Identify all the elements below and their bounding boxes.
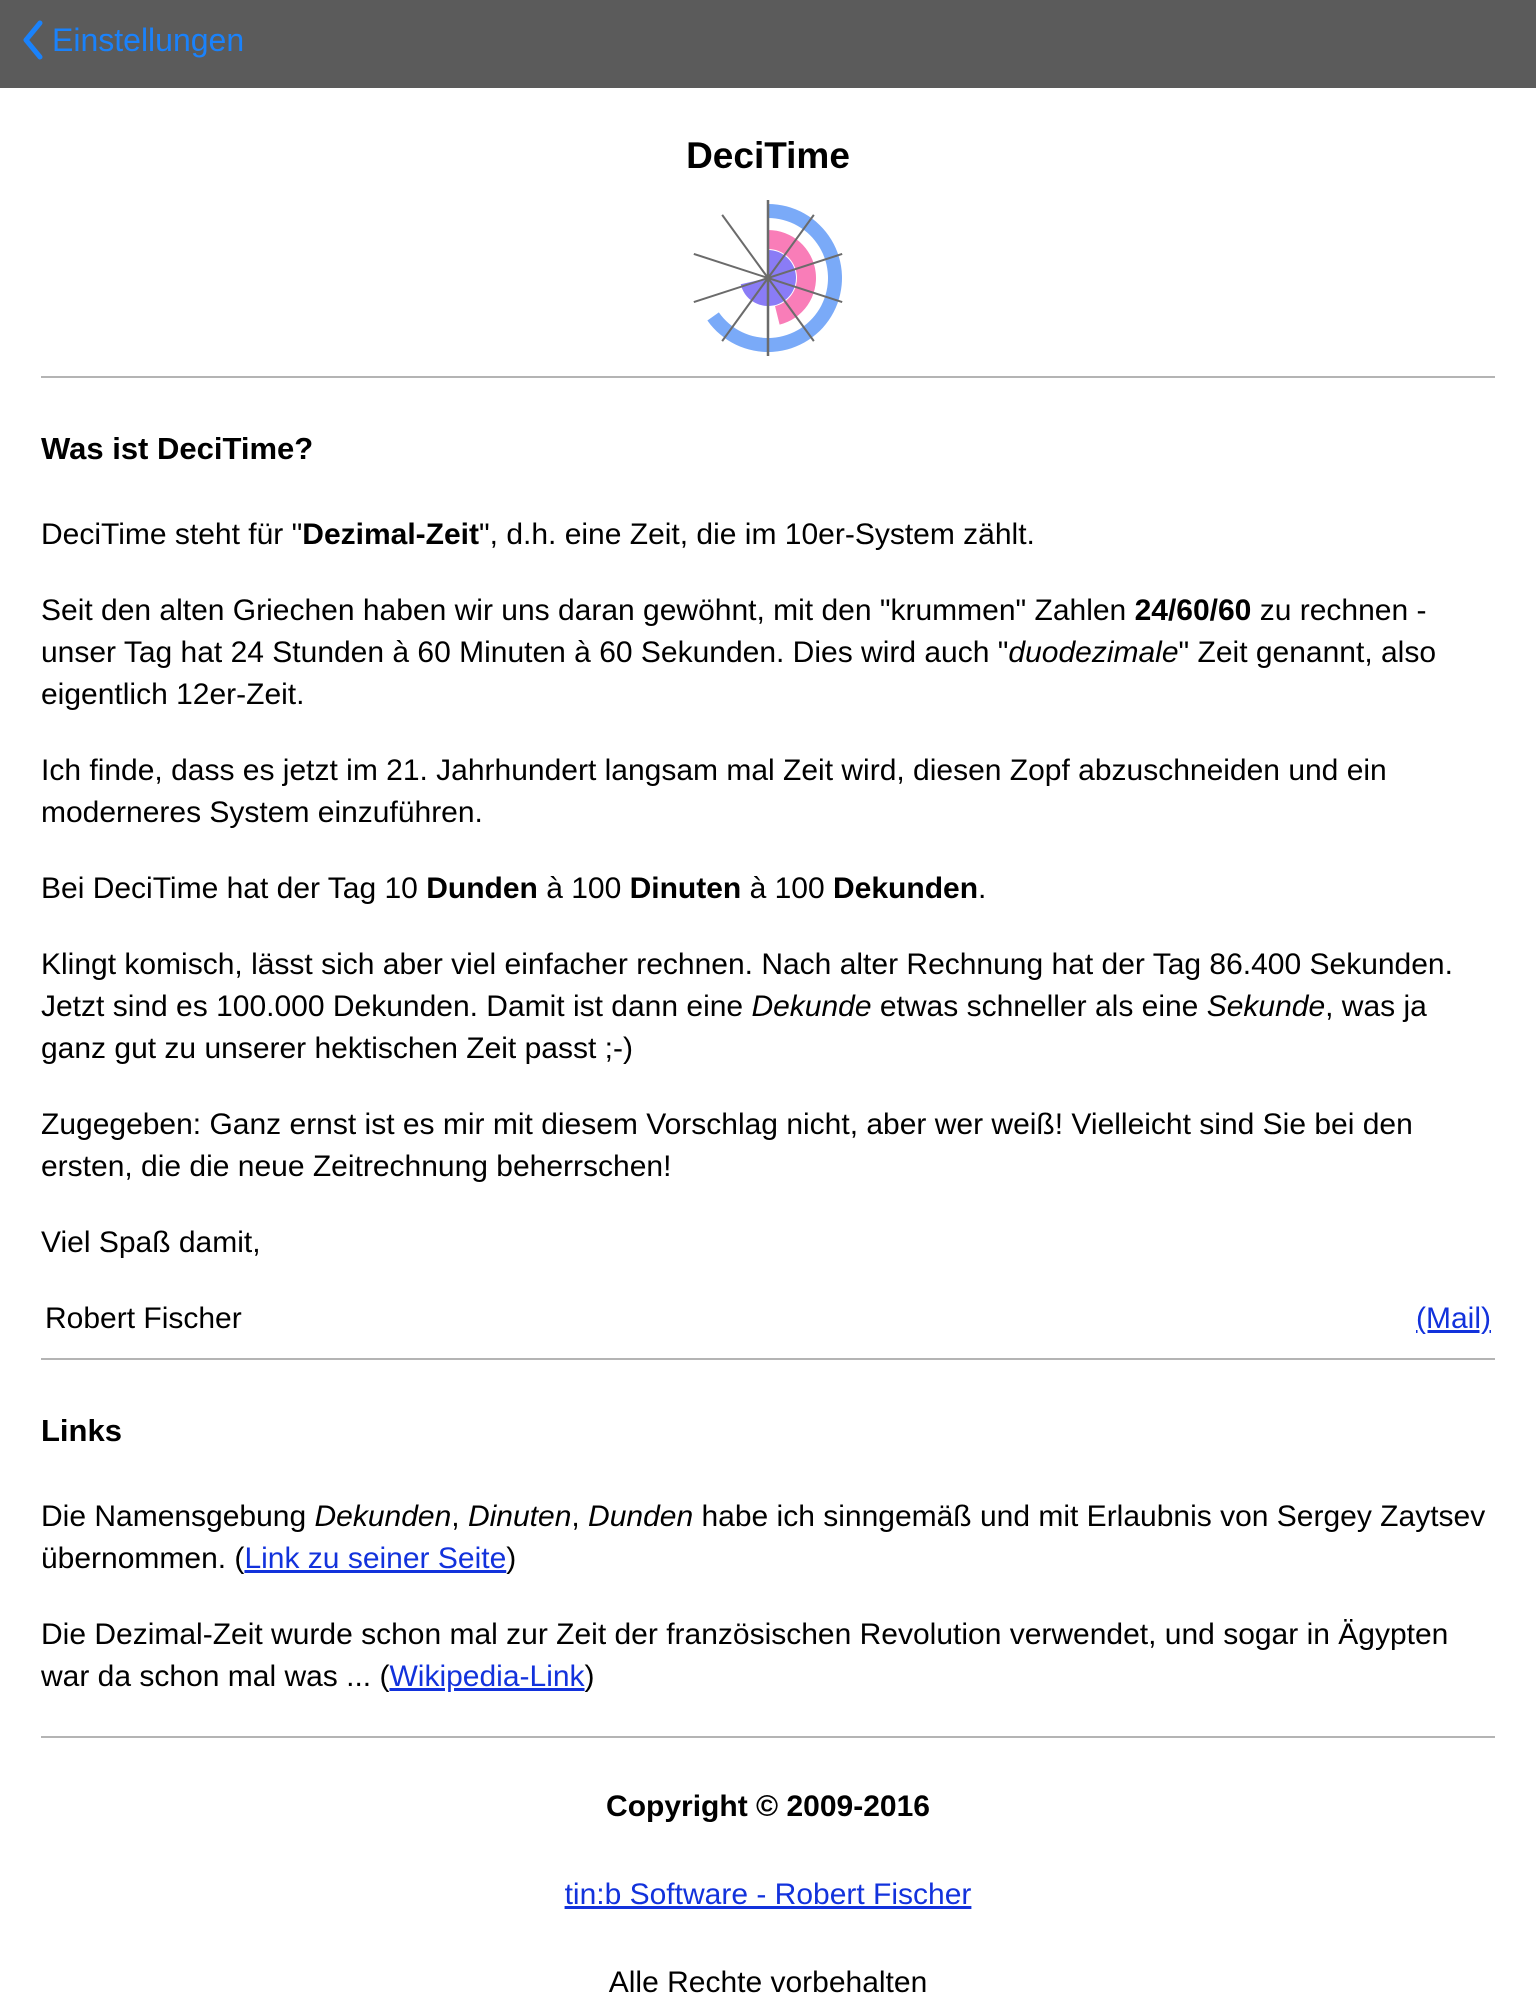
- signature-row: [45, 1298, 1491, 1340]
- decitime-logo: [688, 198, 848, 358]
- copyright: Copyright © 2009-2016: [606, 1790, 930, 1823]
- content: [0, 88, 1536, 2004]
- about-paragraph: Ich finde, dass es jetzt im 21. Jahrhundert langsam mal Zeit wird, diesen Zopf abzuschneiden und ein moderneres System einzuführen.: [41, 754, 1387, 829]
- zaytsev-link[interactable]: Link zu seiner Seite: [244, 1542, 507, 1575]
- back-button[interactable]: [22, 20, 244, 60]
- page-title: DeciTime: [686, 135, 850, 176]
- about-paragraph: Bei DeciTime hat der Tag 10 Dunden à 100 Dinuten à 100 Dekunden.: [41, 872, 987, 905]
- footer: [41, 1786, 1495, 2004]
- wikipedia-link[interactable]: Wikipedia-Link: [389, 1660, 585, 1693]
- about-paragraph: DeciTime steht für "Dezimal-Zeit", d.h. eine Zeit, die im 10er-System zählt.: [41, 518, 1035, 551]
- chevron-left-icon: [22, 20, 44, 60]
- divider: [41, 376, 1495, 378]
- links-paragraph: Die Dezimal-Zeit wurde schon mal zur Zeit der französischen Revolution verwendet, und sogar in Ägypten war da schon mal was ... (Wikipedia-Link): [41, 1618, 1449, 1693]
- navigation-bar: [0, 0, 1536, 88]
- mail-link[interactable]: (Mail): [1416, 1302, 1491, 1335]
- author-name: Robert Fischer: [45, 1302, 242, 1335]
- about-heading: Was ist DeciTime?: [41, 431, 314, 466]
- links-heading: Links: [41, 1413, 122, 1448]
- divider: [41, 1358, 1495, 1360]
- rights-text: Alle Rechte vorbehalten: [608, 1966, 928, 1999]
- back-label: Einstellungen: [52, 21, 245, 58]
- about-paragraph: Seit den alten Griechen haben wir uns daran gewöhnt, mit den "krummen" Zahlen 24/60/60 zu rechnen - unser Tag hat 24 Stunden à 60 Minuten à 60 Sekunden. Dies wird auch "duodezimale" Zeit genannt, also eigentlich 12er-Zeit.: [41, 594, 1437, 711]
- about-paragraph: Zugegeben: Ganz ernst ist es mir mit diesem Vorschlag nicht, aber wer weiß! Vielleicht sind Sie bei den ersten, die die neue Zeitrechnung beherrschen!: [41, 1108, 1413, 1183]
- divider: [41, 1736, 1495, 1738]
- about-paragraph: Viel Spaß damit,: [41, 1226, 261, 1259]
- software-link[interactable]: tin:b Software - Robert Fischer: [564, 1878, 972, 1911]
- about-paragraph: Klingt komisch, lässt sich aber viel einfacher rechnen. Nach alter Rechnung hat der Tag 86.400 Sekunden. Jetzt sind es 100.000 Dekunden. Damit ist dann eine Dekunde etwas schneller als eine Sekunde, was ja ganz gut zu unserer hektischen Zeit passt ;-): [41, 948, 1453, 1065]
- links-paragraph: Die Namensgebung Dekunden, Dinuten, Dunden habe ich sinngemäß und mit Erlaubnis von Sergey Zaytsev übernommen. (Link zu seiner Seite): [41, 1500, 1486, 1575]
